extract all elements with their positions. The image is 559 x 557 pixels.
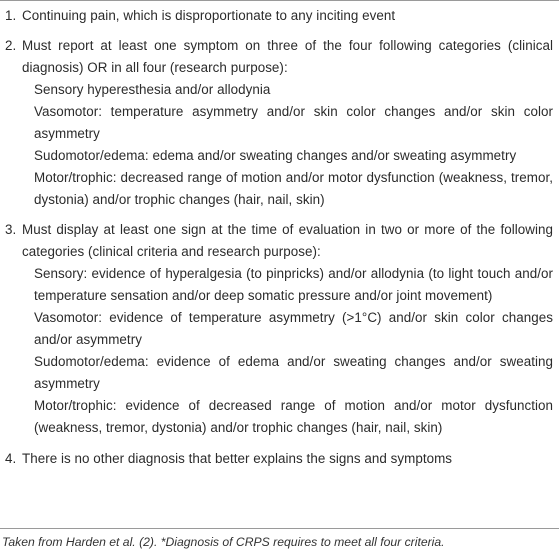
- criteria-list: [0, 5, 559, 470]
- criterion-number: 2.: [5, 38, 17, 53]
- subcriterion-vasomotor: Vasomotor: temperature asymmetry and/or skin color changes and/or skin color asymmetry: [34, 104, 553, 141]
- criterion-text: There is no other diagnosis that better explains the signs and symptoms: [22, 451, 453, 466]
- criterion-number: 3.: [5, 222, 17, 237]
- criterion-text: Continuing pain, which is disproportionate to any inciting event: [22, 8, 396, 23]
- criterion-text: Must display at least one sign at the time of evaluation in two or more of the following categories (clinical criteria and research purpose):: [22, 222, 553, 259]
- criterion-2: [0, 35, 559, 211]
- subcriterion-motor-trophic: Motor/trophic: decreased range of motion and/or motor dysfunction (weakness, tremor, dystonia) and/or trophic changes (hair, nail, skin): [34, 170, 553, 207]
- criterion-3: [0, 219, 559, 439]
- subcriterion-sudomotor: Sudomotor/edema: evidence of edema and/or sweating changes and/or sweating asymmetry: [34, 354, 553, 391]
- criterion-4: [0, 448, 559, 470]
- criterion-text: Must report at least one symptom on three of the four following categories (clinical diagnosis) OR in all four (research purpose):: [22, 38, 553, 75]
- criterion-number: 4.: [5, 451, 17, 466]
- criterion-number: 1.: [5, 8, 17, 23]
- top-rule: [0, 0, 559, 1]
- subcriterion-motor-trophic: Motor/trophic: evidence of decreased range of motion and/or motor dysfunction (weakness, tremor, dystonia) and/or trophic changes (hair, nail, skin): [34, 398, 553, 435]
- subcriterion-sudomotor: Sudomotor/edema: edema and/or sweating changes and/or sweating asymmetry: [34, 148, 517, 163]
- bottom-rule: [0, 528, 559, 529]
- subcriterion-sensory: Sensory hyperesthesia and/or allodynia: [34, 82, 271, 97]
- criterion-1: [0, 5, 559, 27]
- table-footnote: Taken from Harden et al. (2). *Diagnosis of CRPS requires to meet all four criteria.: [2, 535, 445, 549]
- subcriterion-vasomotor: Vasomotor: evidence of temperature asymmetry (>1°C) and/or skin color changes and/or asymmetry: [34, 310, 553, 347]
- subcriterion-sensory: Sensory: evidence of hyperalgesia (to pinpricks) and/or allodynia (to light touch and/or temperature sensation and/or deep somatic pressure and/or joint movement): [34, 266, 553, 303]
